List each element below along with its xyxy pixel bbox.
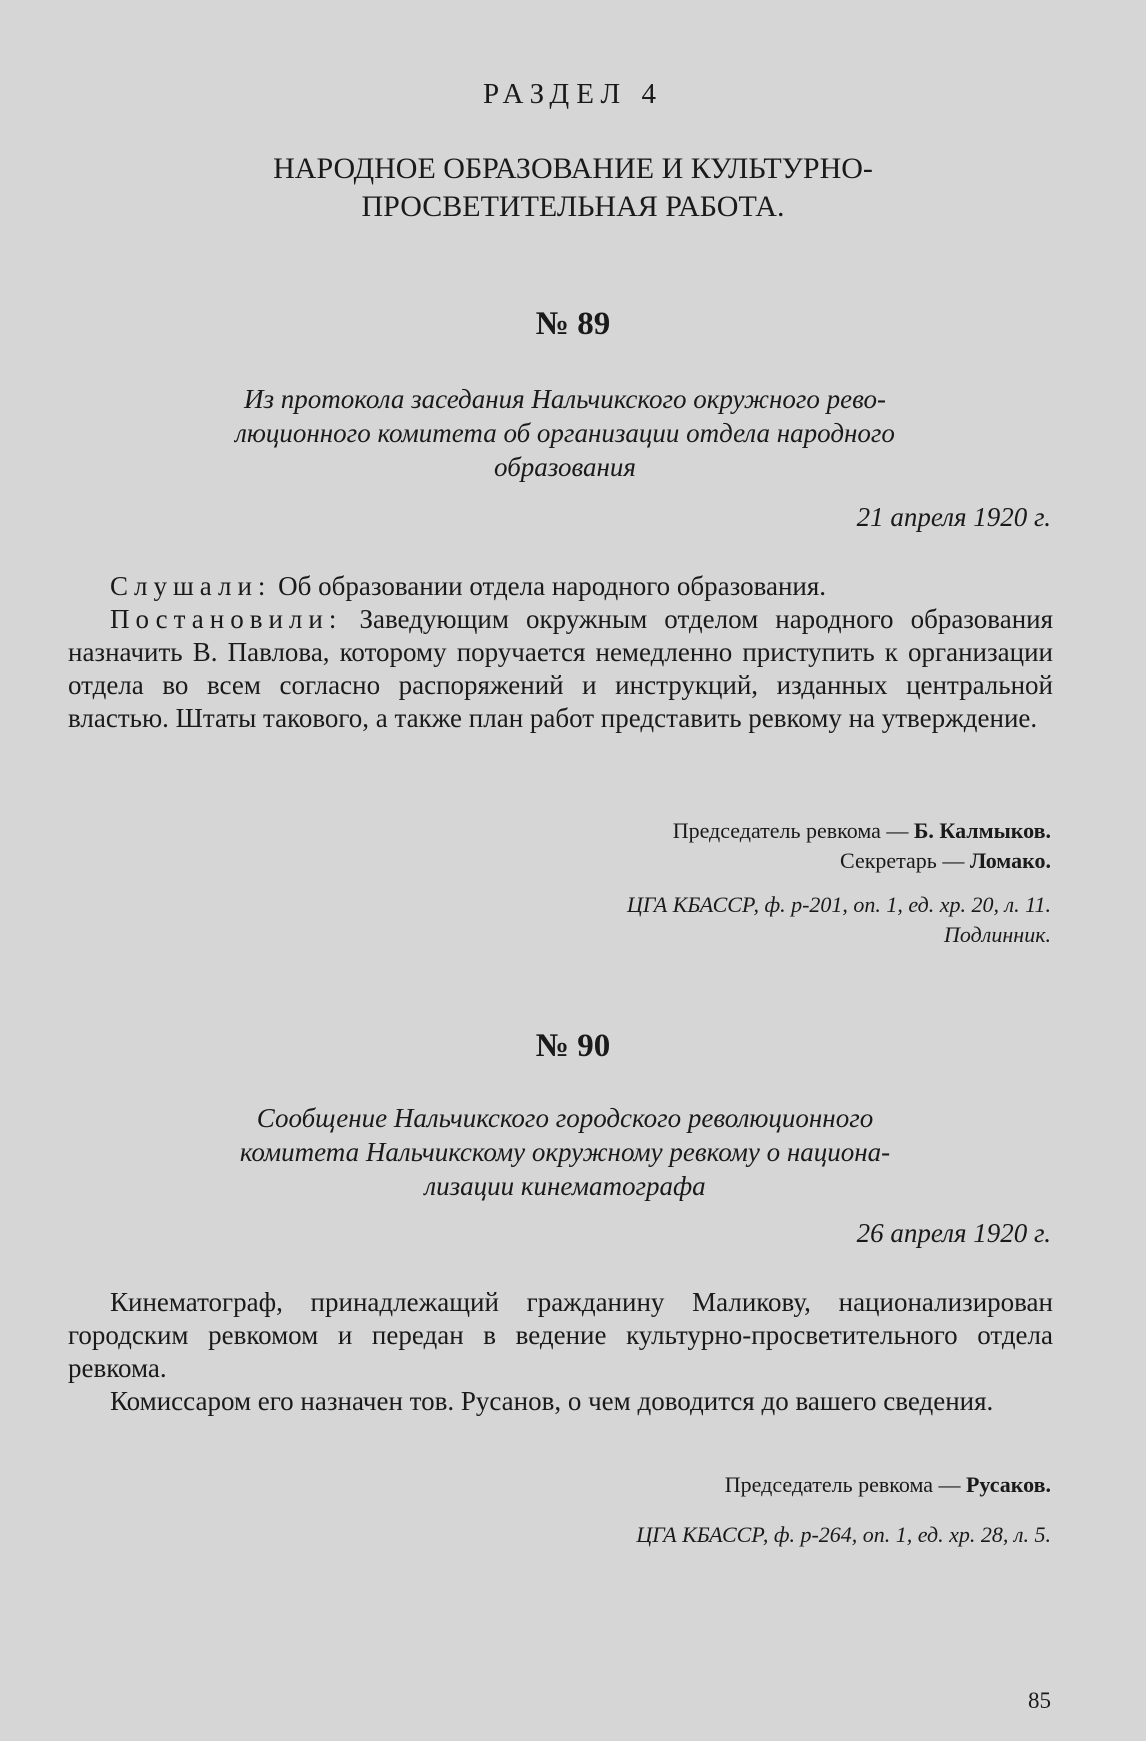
document-heading xyxy=(120,1101,1010,1203)
page-number: 85 xyxy=(1028,1688,1051,1713)
heading-line: люционного комитета об организации отдела народного xyxy=(235,418,895,448)
document-heading xyxy=(120,382,1010,484)
signature-line xyxy=(673,846,1051,876)
section-label: РАЗДЕЛ 4 xyxy=(483,78,663,110)
signature-name: Русаков. xyxy=(965,1472,1051,1497)
section-title-line: ПРОСВЕТИТЕЛЬНАЯ РАБОТА. xyxy=(361,190,785,223)
heading-line: Сообщение Нальчикского городского революционного xyxy=(256,1103,874,1133)
body-paragraph xyxy=(68,603,1053,735)
heading-line: лизации кинематографа xyxy=(424,1171,706,1201)
document-body xyxy=(68,1286,1053,1418)
document-number: № 90 xyxy=(535,1028,611,1064)
signature-role: Председатель ревкома — xyxy=(672,818,914,843)
heard-text: Об образовании отдела народного образования. xyxy=(278,571,827,601)
body-paragraph xyxy=(68,570,1053,603)
document-date: 26 апреля 1920 г. xyxy=(856,1218,1051,1248)
signature-role: Председатель ревкома — xyxy=(724,1472,966,1497)
heard-label: Слушали: xyxy=(110,571,272,601)
body-paragraph: Комиссаром его назначен тов. Русанов, о чем доводится до вашего сведения. xyxy=(110,1386,994,1416)
document-body xyxy=(68,570,1053,735)
signature-line xyxy=(673,816,1051,846)
section-title-line: НАРОДНОЕ ОБРАЗОВАНИЕ И КУЛЬТУРНО- xyxy=(273,152,873,185)
heading-line: комитета Нальчикскому окружному ревкому о национа- xyxy=(239,1137,891,1167)
signature-name: Б. Калмыков. xyxy=(913,818,1051,843)
signature-block xyxy=(725,1470,1051,1500)
source-reference: ЦГА КБАССР, ф. р-264, оп. 1, ед. хр. 28, л. 5. xyxy=(636,1522,1051,1547)
resolved-label: Постановили: xyxy=(110,604,343,634)
heading-line: Из протокола заседания Нальчикского окружного рево- xyxy=(244,384,886,414)
document-date: 21 апреля 1920 г. xyxy=(856,502,1051,532)
section-title xyxy=(0,150,1146,226)
signature-role: Секретарь — xyxy=(840,848,970,873)
signature-block xyxy=(673,816,1051,876)
resolved-text: Заведующим окружным отделом народного образования назначить В. Павлова, которому поручается немедленно приступить к организации отдела во всем согласно распоряжений и инструкций, изданных центральной властью. Штаты такового, а также план работ представить ревкому на утверждение. xyxy=(68,604,1054,733)
source-reference: ЦГА КБАССР, ф. р-201, оп. 1, ед. хр. 20, л. 11. xyxy=(627,892,1051,917)
archive-source xyxy=(636,1520,1051,1550)
source-note: Подлинник. xyxy=(944,922,1051,947)
body-paragraph: Кинематограф, принадлежащий гражданину Маликову, национализирован городским ревкомом и передан в ведение культурно-просветительного отдела ревкома. xyxy=(68,1287,1053,1383)
signature-name: Ломако. xyxy=(969,848,1051,873)
heading-line: образования xyxy=(494,452,636,482)
signature-line xyxy=(725,1470,1051,1500)
document-number: № 89 xyxy=(535,306,611,342)
archive-source xyxy=(627,890,1051,950)
